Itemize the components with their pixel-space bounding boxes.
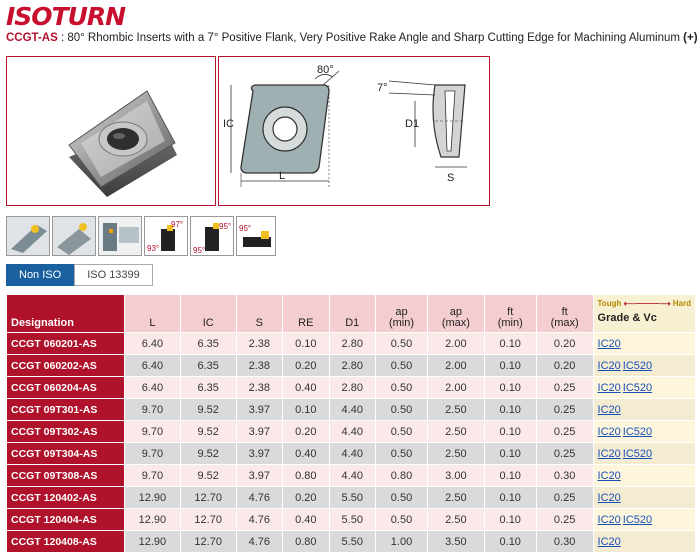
col-header-s: S [236,295,282,333]
table-row [7,355,696,377]
product-description [6,32,698,44]
cell-ap-min: 0.50 [376,443,428,465]
cell-s: 3.97 [236,399,282,421]
cell-ap-min: 0.80 [376,465,428,487]
table-row [7,487,696,509]
cell-ap-max: 2.00 [428,355,485,377]
cell-s: 3.97 [236,465,282,487]
cell-l: 9.70 [125,421,181,443]
grade-link[interactable]: IC20 [597,359,621,372]
grade-link[interactable]: IC20 [597,513,621,526]
cell-ic: 9.52 [180,399,236,421]
col-header-l: L [125,295,181,333]
insert-photo-panel [6,56,216,206]
table-row [7,377,696,399]
cell-ic: 6.35 [180,355,236,377]
col-header-ap-max-line2: (max) [441,317,470,329]
designation-cell: CCGT 120402-AS [7,487,125,509]
cell-re: 0.20 [283,421,329,443]
table-row [7,399,696,421]
grade-link[interactable]: IC20 [597,447,621,460]
cell-d1: 2.80 [329,355,375,377]
angle-95c-label: 95° [239,224,252,233]
cell-ic: 12.70 [180,487,236,509]
cell-ft-max: 0.20 [536,333,593,355]
col-header-re: RE [283,295,329,333]
cell-re: 0.10 [283,399,329,421]
designation-cell: CCGT 060201-AS [7,333,125,355]
cell-ap-min: 0.50 [376,487,428,509]
cell-ft-min: 0.10 [484,355,536,377]
cell-re: 0.40 [283,509,329,531]
cell-s: 2.38 [236,333,282,355]
grade-cell [593,509,695,531]
cell-ic: 12.70 [180,531,236,553]
designation-cell: CCGT 09T308-AS [7,465,125,487]
thumbnail-profile-97[interactable] [144,216,188,256]
cell-ap-max: 3.50 [428,531,485,553]
designation-cell: CCGT 09T302-AS [7,421,125,443]
cell-ic: 9.52 [180,465,236,487]
table-row [7,509,696,531]
col-header-ft-min-line2: (min) [497,317,523,329]
cell-ft-max: 0.30 [536,465,593,487]
cell-d1: 5.50 [329,531,375,553]
designation-cell: CCGT 09T301-AS [7,399,125,421]
grade-link[interactable]: IC520 [622,447,653,460]
cell-ft-max: 0.25 [536,509,593,531]
designation-cell: CCGT 060202-AS [7,355,125,377]
product-description-text: : 80° Rhombic Inserts with a 7° Positive Flank, Very Positive Rake Angle and Sharp Cutting Edge for Machining Aluminum [57,32,680,44]
insert-dimension-drawing [219,57,489,205]
d1-dimension-label: D1 [405,118,420,130]
grade-link[interactable]: IC520 [622,513,653,526]
tab-non-iso[interactable]: Non ISO [6,264,74,286]
legend-arrow: ⟵———⟶ [623,299,671,308]
grade-link[interactable]: IC520 [622,425,653,438]
col-header-grade-label: Grade & Vc [597,312,657,324]
angle-97-label: 97° [171,220,184,229]
table-row [7,421,696,443]
cell-d1: 4.40 [329,399,375,421]
cell-d1: 5.50 [329,509,375,531]
cell-re: 0.80 [283,465,329,487]
logo-iso-text: ISO [6,2,52,31]
grade-cell [593,487,695,509]
col-header-grade [593,295,695,333]
cell-ap-max: 2.50 [428,421,485,443]
cell-ft-max: 0.25 [536,487,593,509]
s-dimension-label: S [447,172,455,184]
grade-cell [593,531,695,553]
cell-ft-max: 0.25 [536,421,593,443]
angle-95b-label: 95° [219,222,232,231]
table-row [7,531,696,553]
cell-ap-max: 2.50 [428,443,485,465]
cell-ic: 9.52 [180,443,236,465]
cell-ft-max: 0.25 [536,399,593,421]
col-header-ft-min [484,295,536,333]
grade-link[interactable]: IC20 [597,535,621,548]
cell-l: 12.90 [125,531,181,553]
cell-ap-max: 2.00 [428,333,485,355]
col-header-ap-max-line1: ap [449,306,462,318]
cell-ic: 9.52 [180,421,236,443]
cell-re: 0.80 [283,531,329,553]
table-row [7,465,696,487]
col-header-ft-max-line2: (max) [550,317,579,329]
table-header-row [7,295,696,333]
legend-tough: Tough [597,299,622,308]
cell-ap-min: 0.50 [376,333,428,355]
cell-ft-max: 0.30 [536,531,593,553]
iscar-isoturn-logo [6,4,125,30]
cell-d1: 4.40 [329,443,375,465]
cell-ft-max: 0.20 [536,355,593,377]
cell-l: 9.70 [125,465,181,487]
cell-ic: 6.35 [180,377,236,399]
cell-d1: 2.80 [329,333,375,355]
grade-cell [593,355,695,377]
insert-photo-image [7,57,215,205]
cell-ft-min: 0.10 [484,487,536,509]
insert-drawing-panel [218,56,490,206]
cell-l: 12.90 [125,509,181,531]
col-header-ap-max [428,295,485,333]
cell-ap-max: 3.00 [428,465,485,487]
thumbnail-boring[interactable] [98,216,142,256]
cell-ft-max: 0.25 [536,377,593,399]
cell-ft-min: 0.10 [484,333,536,355]
cell-ft-min: 0.10 [484,399,536,421]
cell-ap-max: 2.50 [428,509,485,531]
table-row [7,333,696,355]
cell-re: 0.10 [283,333,329,355]
cell-ft-min: 0.10 [484,465,536,487]
designation-cell: CCGT 120408-AS [7,531,125,553]
cell-d1: 4.40 [329,465,375,487]
designation-cell: CCGT 09T304-AS [7,443,125,465]
grade-link[interactable]: IC20 [597,491,621,504]
cell-ft-min: 0.10 [484,377,536,399]
grade-link[interactable]: IC520 [622,381,653,394]
cell-ap-max: 2.50 [428,399,485,421]
designation-cell: CCGT 060204-AS [7,377,125,399]
cell-ap-min: 0.50 [376,421,428,443]
angle-93-label: 93° [147,244,160,253]
cell-ap-min: 0.50 [376,355,428,377]
col-header-ft-max [536,295,593,333]
cell-d1: 4.40 [329,421,375,443]
cell-s: 4.76 [236,531,282,553]
thumbnail-facing-95[interactable] [236,216,276,256]
grade-cell [593,377,695,399]
standard-tabs [6,264,153,286]
col-header-ap-min-line2: (min) [388,317,415,329]
cell-ap-min: 0.50 [376,399,428,421]
grade-cell [593,421,695,443]
col-header-designation: Designation [7,295,125,333]
table-body [7,333,696,553]
cell-re: 0.20 [283,355,329,377]
grade-cell [593,465,695,487]
thumbnail-turning-2[interactable] [52,216,96,256]
cell-re: 0.40 [283,377,329,399]
table-row [7,443,696,465]
col-header-d1: D1 [329,295,375,333]
cell-l: 12.90 [125,487,181,509]
grade-link[interactable]: IC20 [597,381,621,394]
cell-re: 0.20 [283,487,329,509]
cell-d1: 2.80 [329,377,375,399]
tab-iso-13399[interactable]: ISO 13399 [74,264,153,286]
grade-cell [593,443,695,465]
cell-ft-min: 0.10 [484,421,536,443]
thumbnail-profile-95[interactable] [190,216,234,256]
grade-cell [593,333,695,355]
insert-specs-table [6,294,696,553]
cell-s: 3.97 [236,443,282,465]
cell-l: 9.70 [125,399,181,421]
col-header-ft-min-line1: ft [507,306,514,318]
cell-s: 2.38 [236,355,282,377]
col-header-ft-max-line1: ft [561,306,568,318]
cell-ap-max: 2.00 [428,377,485,399]
cell-d1: 5.50 [329,487,375,509]
ic-dimension-label: IC [223,118,234,130]
cell-re: 0.40 [283,443,329,465]
cell-s: 3.97 [236,421,282,443]
angle-80-label: 80° [317,64,334,76]
angle-7-label: 7° [377,82,388,94]
cell-s: 4.76 [236,509,282,531]
cell-l: 6.40 [125,333,181,355]
cell-ic: 12.70 [180,509,236,531]
thumbnail-turning-1[interactable] [6,216,50,256]
cell-ap-min: 1.00 [376,531,428,553]
cell-ft-min: 0.10 [484,443,536,465]
cell-ic: 6.35 [180,333,236,355]
l-dimension-label: L [279,170,286,182]
cell-ap-min: 0.50 [376,377,428,399]
col-header-ic: IC [180,295,236,333]
cell-ft-min: 0.10 [484,509,536,531]
grade-link[interactable]: IC20 [597,469,621,482]
cell-s: 2.38 [236,377,282,399]
cell-s: 4.76 [236,487,282,509]
col-header-ap-min [376,295,428,333]
col-header-ap-min-line1: ap [395,306,408,318]
logo-turn-text: TURN [51,2,126,31]
designation-cell: CCGT 120404-AS [7,509,125,531]
cell-ap-min: 0.50 [376,509,428,531]
cell-ft-min: 0.10 [484,531,536,553]
grade-link[interactable]: IC20 [597,403,621,416]
angle-95a-label: 95° [193,246,206,255]
application-thumbnails [6,216,276,256]
cell-l: 6.40 [125,377,181,399]
cell-l: 9.70 [125,443,181,465]
grade-link[interactable]: IC20 [597,337,621,350]
tough-hard-legend [598,298,691,309]
grade-cell [593,399,695,421]
expand-plus-button[interactable]: (+) [683,32,698,44]
cell-l: 6.40 [125,355,181,377]
cell-ap-max: 2.50 [428,487,485,509]
legend-hard: Hard [672,299,691,308]
grade-link[interactable]: IC20 [597,425,621,438]
product-code: CCGT-AS [6,32,58,44]
grade-link[interactable]: IC520 [622,359,653,372]
cell-ft-max: 0.25 [536,443,593,465]
